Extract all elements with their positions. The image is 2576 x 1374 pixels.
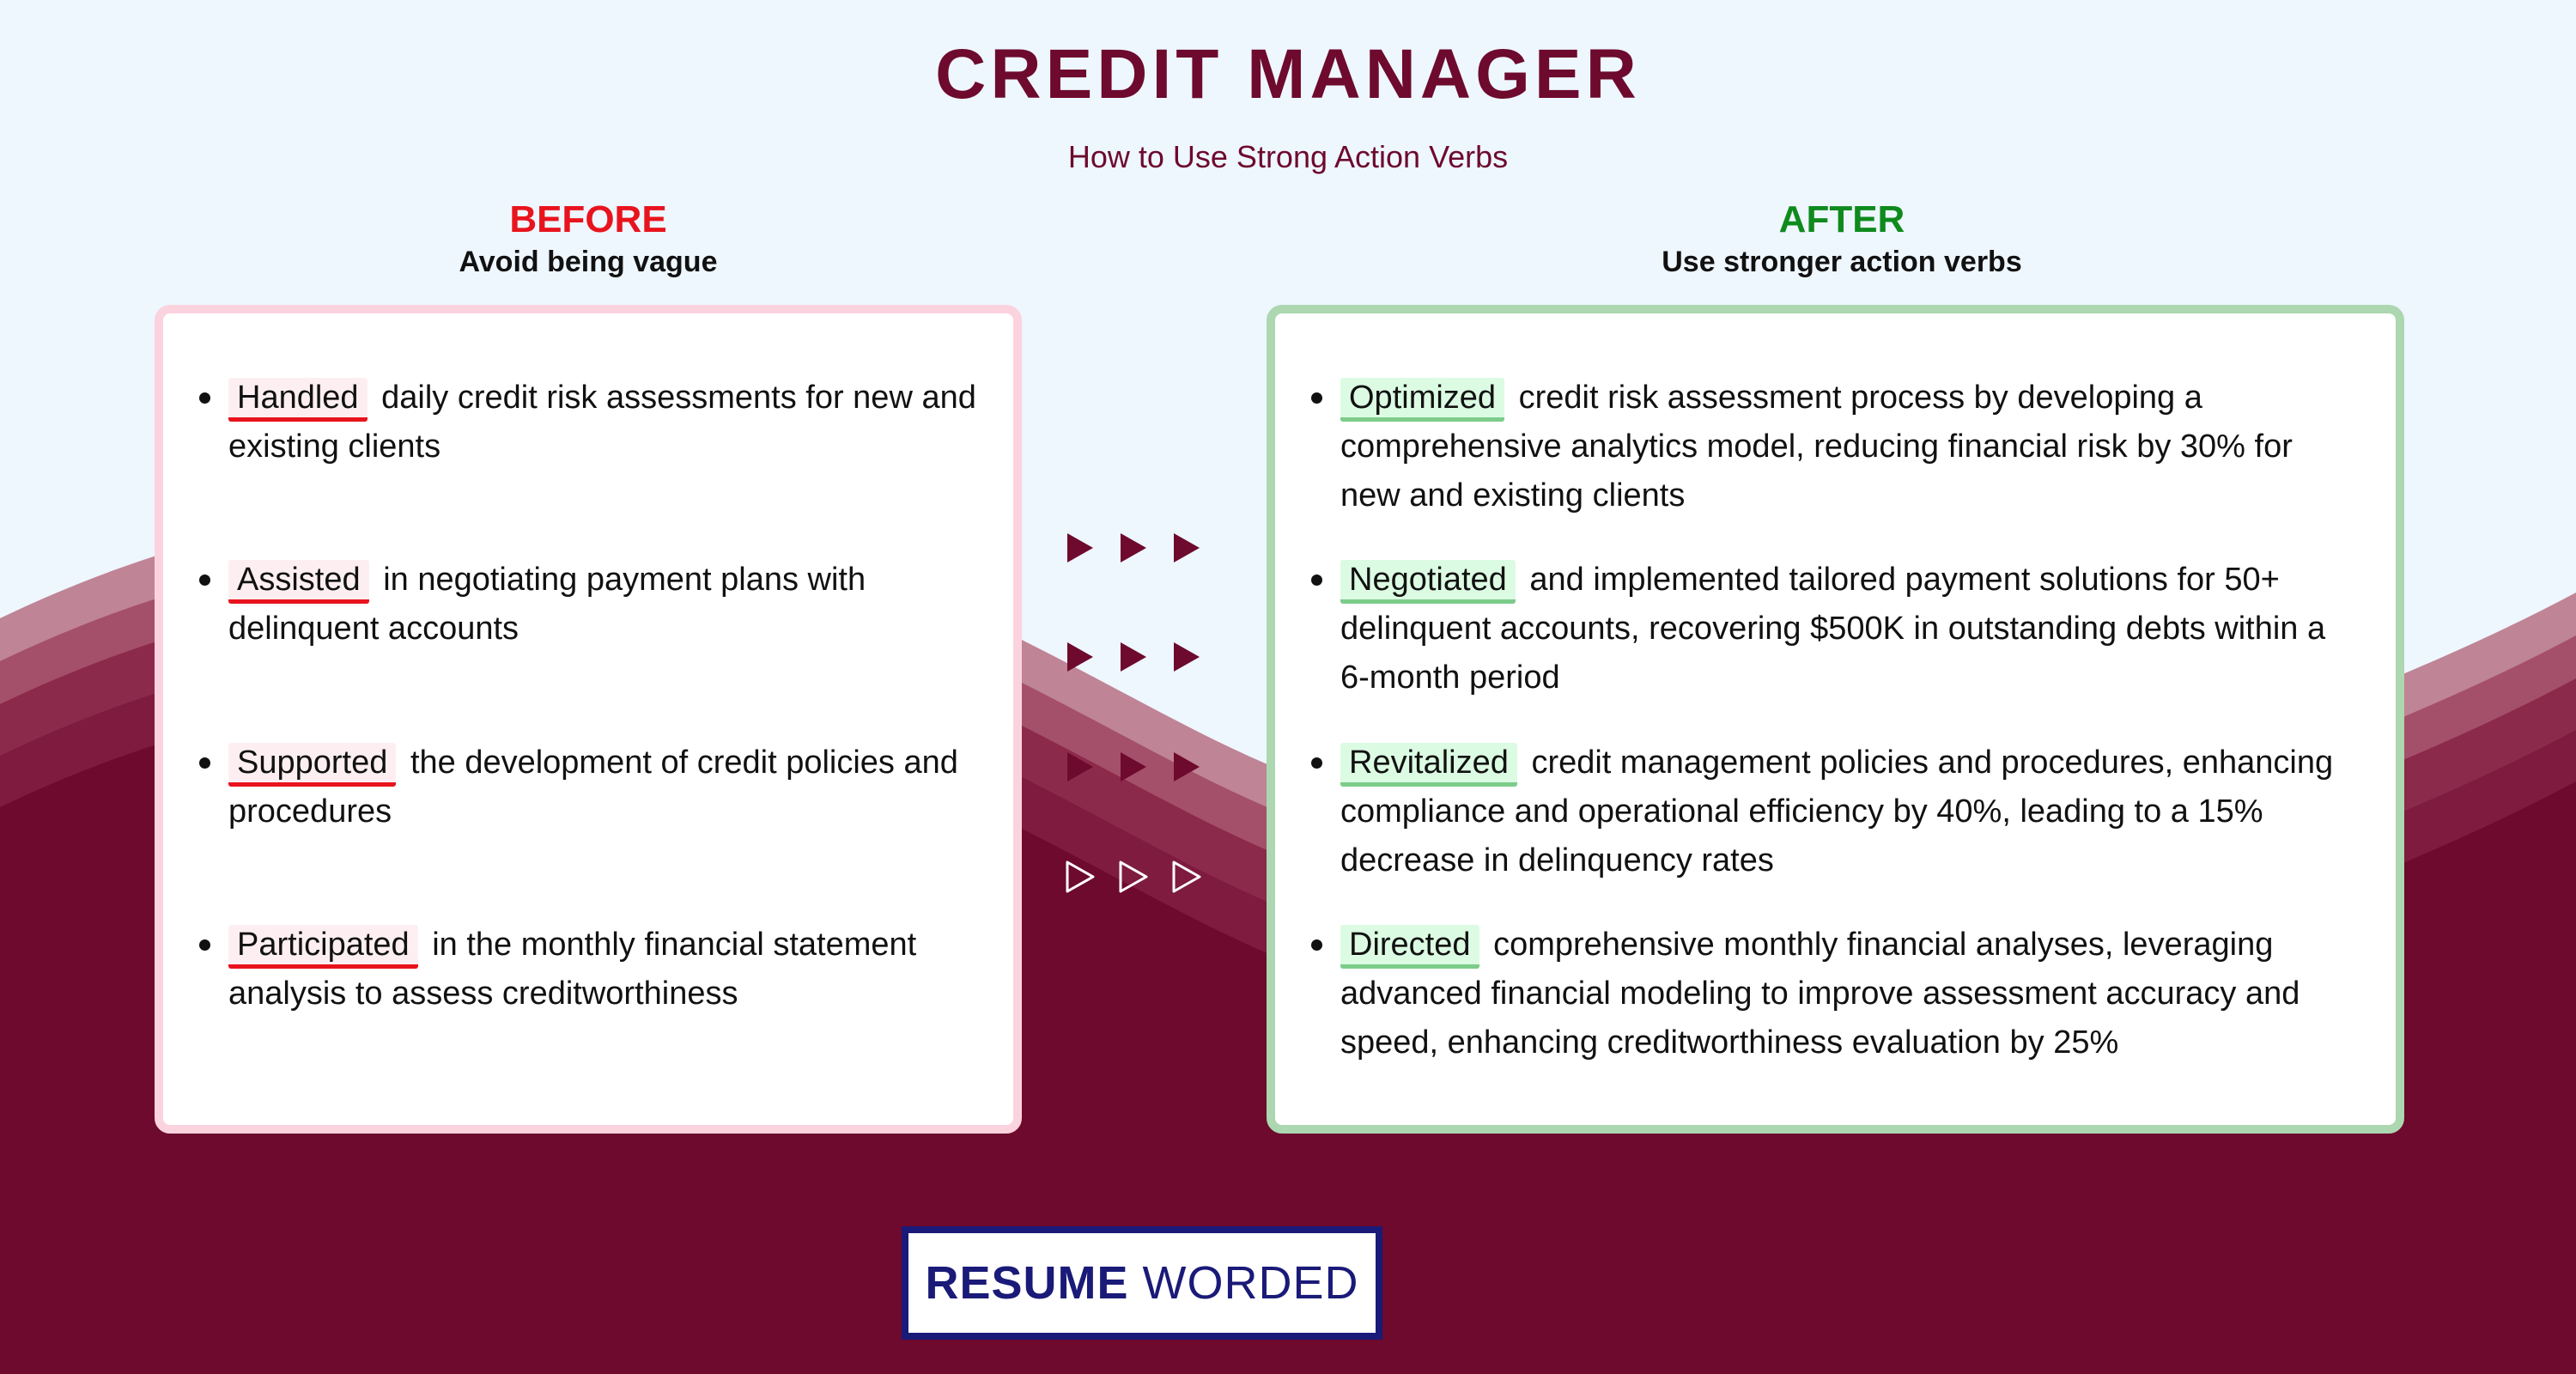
before-header: [159, 198, 1018, 280]
item-text: credit management policies and procedures, enhancing compliance and operational efficiency by 40%, leading to a 15% decrease in delinquency rates: [1340, 745, 2334, 879]
after-header: [1271, 198, 2413, 280]
strong-verb: Revitalized: [1340, 743, 1517, 787]
page-subtitle: How to Use Strong Action Verbs: [1067, 139, 1509, 174]
strong-verb: Negotiated: [1340, 560, 1516, 604]
before-list-item: [228, 921, 979, 1018]
arrow-row: [1065, 635, 1202, 678]
item-text: comprehensive monthly financial analyses, leveraging advanced financial modeling to improve assessment accuracy and speed, enhancing creditworthiness evaluation by 25%: [1340, 927, 2300, 1061]
weak-verb: Participated: [228, 925, 418, 969]
play-arrow-icon: [1118, 860, 1149, 894]
after-list-item: [1340, 739, 2361, 885]
item-text: in negotiating payment plans with delinquent accounts: [228, 562, 866, 647]
weak-verb: Assisted: [228, 560, 369, 604]
page-title: CREDIT MANAGER: [935, 35, 1641, 113]
weak-verb: Handled: [228, 378, 368, 422]
logo-text-resume: RESUME: [925, 1257, 1129, 1309]
after-list-item: [1340, 921, 2361, 1067]
after-list-item: [1340, 556, 2361, 702]
before-list-item: [228, 374, 979, 471]
after-list-item: [1340, 374, 2361, 520]
before-title: BEFORE: [509, 198, 667, 240]
arrow-row: [1065, 745, 1202, 788]
item-text: daily credit risk assessments for new and existing clients: [228, 380, 976, 465]
before-list-item: [228, 739, 979, 836]
after-title: AFTER: [1778, 198, 1905, 240]
logo-text-worded: WORDED: [1142, 1257, 1359, 1309]
play-arrow-icon: [1171, 750, 1202, 784]
after-panel: [1267, 305, 2404, 1134]
play-arrow-icon: [1171, 640, 1202, 674]
item-text: credit risk assessment process by developing a comprehensive analytics model, reducing financial risk by 30% for new and existing clients: [1340, 380, 2293, 514]
play-arrow-icon: [1118, 640, 1149, 674]
play-arrow-icon: [1171, 531, 1202, 565]
item-text: and implemented tailored payment solutions for 50+ delinquent accounts, recovering $500K in outstanding debts within a 6-month period: [1340, 562, 2326, 696]
arrow-row: [1065, 526, 1202, 569]
strong-verb: Optimized: [1340, 378, 1504, 422]
play-arrow-icon: [1171, 860, 1202, 894]
after-subtitle: Use stronger action verbs: [1662, 246, 2022, 278]
arrow-row: [1065, 855, 1202, 898]
before-subtitle: Avoid being vague: [459, 246, 718, 278]
play-arrow-icon: [1118, 750, 1149, 784]
before-list-item: [228, 556, 979, 654]
after-list: [1275, 313, 2396, 1125]
item-text: the development of credit policies and procedures: [228, 745, 958, 830]
resume-worded-logo: [902, 1226, 1382, 1340]
before-panel: [155, 305, 1022, 1134]
play-arrow-icon: [1065, 640, 1096, 674]
play-arrow-icon: [1065, 531, 1096, 565]
play-arrow-icon: [1065, 750, 1096, 784]
play-arrow-icon: [1118, 531, 1149, 565]
item-text: in the monthly financial statement analysis to assess creditworthiness: [228, 927, 917, 1012]
weak-verb: Supported: [228, 743, 396, 787]
before-list: [163, 313, 1013, 1125]
play-arrow-icon: [1065, 860, 1096, 894]
strong-verb: Directed: [1340, 925, 1479, 969]
